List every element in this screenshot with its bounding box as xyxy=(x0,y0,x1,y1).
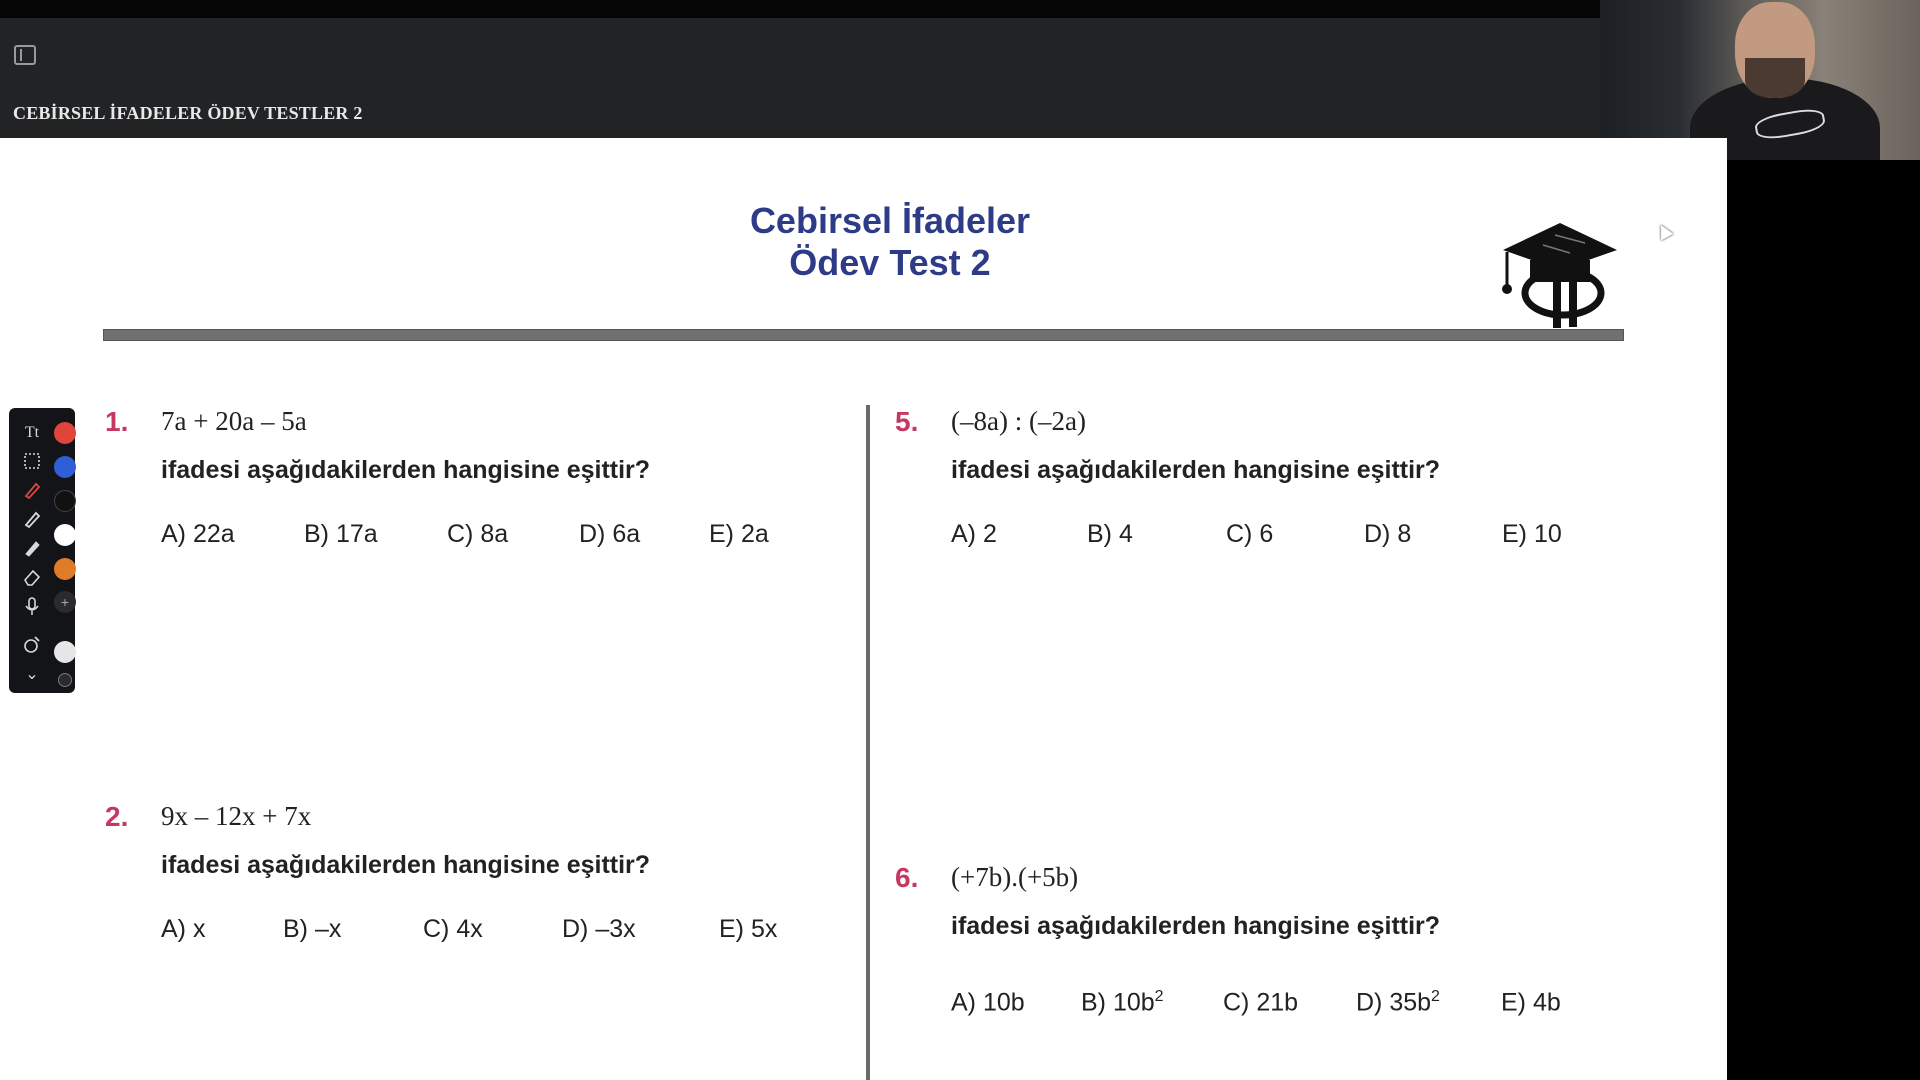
highlighter-icon[interactable] xyxy=(21,538,43,560)
stamp-icon[interactable] xyxy=(21,634,43,656)
marker-icon[interactable] xyxy=(21,509,43,531)
option-e: E) 10 xyxy=(1502,520,1562,548)
option-exponent: 2 xyxy=(1431,988,1440,1005)
question-expression: (–8a) : (–2a) xyxy=(951,406,1086,436)
microphone-icon[interactable] xyxy=(21,596,43,618)
top-bar xyxy=(0,0,1600,18)
question-number: 2. xyxy=(105,801,129,832)
question-text: ifadesi aşağıdakilerden hangisine eşittir? xyxy=(951,912,1441,940)
stroke-size-small[interactable] xyxy=(58,673,72,687)
option-d xyxy=(1356,988,1440,1017)
page-title-line1: Cebirsel İfadeler xyxy=(749,200,1031,241)
option-label: E) 4b xyxy=(1501,988,1561,1017)
question-number: 1. xyxy=(105,406,129,437)
option-a xyxy=(951,988,1025,1017)
question-number: 6. xyxy=(895,862,919,893)
question-number: 5. xyxy=(895,406,919,437)
annotation-toolbar xyxy=(9,408,75,693)
select-area-icon[interactable] xyxy=(21,451,43,473)
option-label: A) 10b xyxy=(951,988,1025,1017)
option-c: C) 6 xyxy=(1226,520,1274,548)
worksheet-page xyxy=(0,138,1727,1080)
option-e: E) 5x xyxy=(719,915,778,943)
add-color-button[interactable]: + xyxy=(54,591,76,613)
page-title-line2: Ödev Test 2 xyxy=(789,242,991,283)
color-swatch-black[interactable] xyxy=(54,490,76,512)
option-c: C) 8a xyxy=(447,520,509,548)
sidebar-toggle-icon[interactable] xyxy=(14,45,36,65)
option-exponent: 2 xyxy=(1154,988,1164,1005)
option-d: D) 6a xyxy=(579,520,641,548)
option-label: D) 35b xyxy=(1356,988,1432,1017)
option-b: B) –x xyxy=(283,915,342,943)
option-b: B) 17a xyxy=(304,520,378,548)
color-swatch-white[interactable] xyxy=(54,524,76,546)
presenter-beard xyxy=(1745,58,1805,98)
color-swatch-red[interactable] xyxy=(54,422,76,444)
option-d: D) –3x xyxy=(562,915,636,943)
header-rule xyxy=(103,329,1624,341)
question-text: ifadesi aşağıdakilerden hangisine eşittir? xyxy=(161,456,651,484)
option-d: D) 8 xyxy=(1364,520,1412,548)
graduation-cap-logo-icon xyxy=(1495,215,1625,330)
option-e xyxy=(1501,988,1561,1017)
option-c: C) 4x xyxy=(423,915,483,943)
option-e: E) 2a xyxy=(709,520,769,548)
option-a: A) 22a xyxy=(161,520,235,548)
option-label: B) 10b xyxy=(1081,988,1155,1017)
question-expression: 9x – 12x + 7x xyxy=(161,801,312,831)
question-text: ifadesi aşağıdakilerden hangisine eşittir? xyxy=(161,851,651,879)
question-expression: 7a + 20a – 5a xyxy=(161,406,307,436)
option-a: A) x xyxy=(161,915,206,943)
question-expression: (+7b).(+5b) xyxy=(951,862,1079,892)
pen-icon[interactable] xyxy=(21,480,43,502)
option-a: A) 2 xyxy=(951,520,997,548)
option-label: C) 21b xyxy=(1223,988,1299,1017)
chevron-down-icon[interactable]: ⌄ xyxy=(25,666,39,683)
document-title: CEBİRSEL İFADELER ÖDEV TESTLER 2 xyxy=(13,103,363,123)
eraser-icon[interactable] xyxy=(21,567,43,589)
stroke-size-large[interactable] xyxy=(54,641,76,663)
page-title xyxy=(700,200,1080,284)
column-divider xyxy=(866,405,870,1080)
option-b: B) 4 xyxy=(1087,520,1133,548)
color-swatch-blue[interactable] xyxy=(54,456,76,478)
option-c xyxy=(1223,988,1298,1017)
option-b xyxy=(1081,988,1164,1017)
webcam-video xyxy=(1600,0,1920,160)
question-text: ifadesi aşağıdakilerden hangisine eşittir? xyxy=(951,456,1441,484)
text-tool-icon[interactable]: Tt xyxy=(24,424,40,441)
color-swatch-orange[interactable] xyxy=(54,558,76,580)
